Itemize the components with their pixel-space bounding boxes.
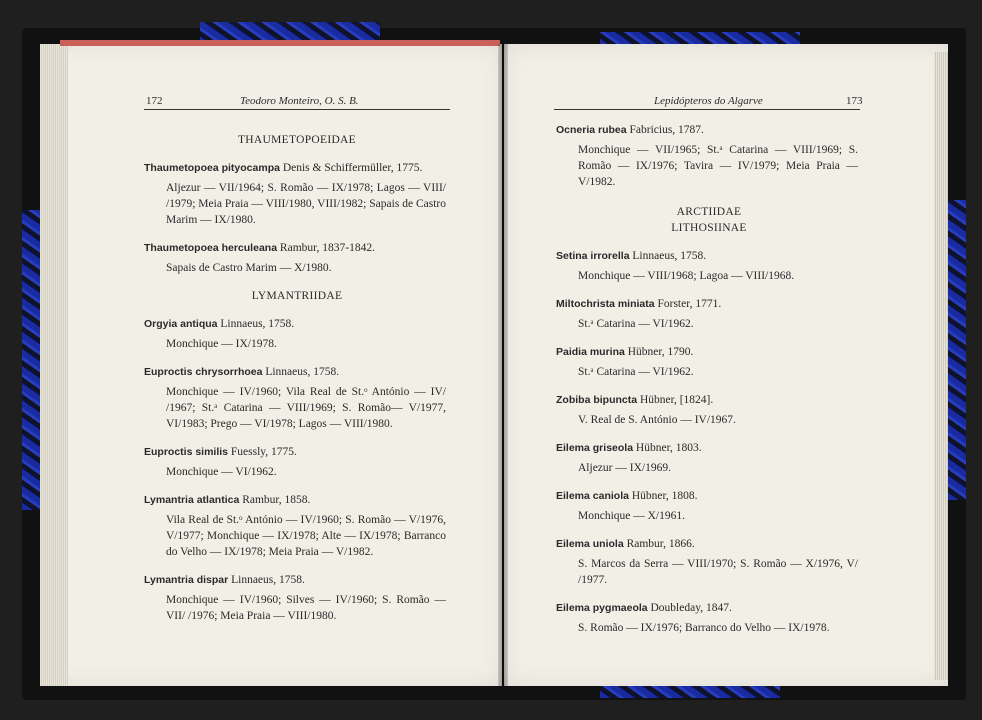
species-author: Hübner, 1803.: [635, 442, 702, 454]
species-name: Paidia murina: [556, 346, 625, 358]
species-entry: [556, 536, 862, 588]
species-entry: [144, 316, 450, 352]
species-records: Monchique — VI/1962.: [166, 466, 277, 478]
species-entry: [144, 492, 450, 560]
species-entry: [144, 444, 450, 480]
species-records: Vila Real de St.ᵒ António — IV/1960; S. Romão — V/1976, V/1977; Monchique — IX/1978; Alte — IX/1978; Barranco do Velho — IX/1978; Meia Praia — V/1982.: [166, 514, 446, 558]
species-name: Eilema uniola: [556, 538, 624, 550]
species-records: Aljezur — IX/1969.: [578, 462, 671, 474]
species-entry: [556, 600, 862, 636]
left-page-number: 172: [146, 95, 163, 107]
species-records: Monchique — IV/1960; Vila Real de St.ᵒ António — IV/ /1967; St.ᵃ Catarina — VIII/1969; S. Romão— V/1977, VI/1983; Prego — VI/1978; Lagos — VIII/1980.: [166, 386, 446, 430]
book-gutter: [498, 44, 508, 686]
left-header-rule: [144, 109, 450, 110]
species-name: Thaumetopoea herculeana: [144, 242, 278, 254]
species-entry: [556, 344, 862, 380]
species-name: Zobiba bipuncta: [556, 394, 638, 406]
species-records: S. Marcos da Serra — VIII/1970; S. Romão — X/1976, V/ /1977.: [578, 558, 858, 586]
species-entry: [556, 440, 862, 476]
species-records: V. Real de S. António — IV/1967.: [578, 414, 736, 426]
species-name: Euproctis similis: [144, 446, 229, 458]
species-name: Miltochrista miniata: [556, 298, 655, 310]
species-records: Monchique — VIII/1968; Lagoa — VIII/1968.: [578, 270, 795, 282]
species-records: Monchique — IV/1960; Silves — IV/1960; S. Romão — VII/ /1976; Meia Praia — VIII/1980.: [166, 594, 446, 622]
species-author: Forster, 1771.: [657, 298, 722, 310]
right-page-number: 173: [846, 95, 863, 107]
species-author: Rambur, 1837-1842.: [279, 242, 375, 254]
species-entry: [556, 122, 862, 190]
species-entry: [144, 364, 450, 432]
family-heading: LYMANTRIIDAE: [251, 290, 343, 302]
species-records: S. Romão — IX/1976; Barranco do Velho — IX/1978.: [578, 622, 830, 634]
species-name: Thaumetopoea pityocampa: [144, 162, 280, 174]
species-entry: [556, 296, 862, 332]
species-records: Monchique — IX/1978.: [166, 338, 277, 350]
marbled-endpaper-left: [22, 210, 40, 510]
species-name: Euproctis chrysorrhoea: [144, 366, 263, 378]
species-name: Lymantria atlantica: [144, 494, 240, 506]
species-records: St.ᵃ Catarina — VI/1962.: [578, 366, 694, 378]
species-author: Linnaeus, 1758.: [220, 318, 295, 330]
left-text-column: [144, 132, 450, 636]
species-author: Denis & Schiffermüller, 1775.: [282, 162, 423, 174]
left-running-head: Teodoro Monteiro, O. S. B.: [240, 95, 359, 107]
page-edges-left: [40, 44, 68, 686]
species-records: Monchique — VII/1965; St.ᵃ Catarina — VIII/1969; S. Romão — IX/1976; Tavira — IV/1979; Meia Praia — V/1982.: [578, 144, 858, 188]
species-author: Linnaeus, 1758.: [265, 366, 340, 378]
subfamily-heading: LITHOSIINAE: [671, 222, 747, 234]
species-records: Aljezur — VII/1964; S. Romão — IX/1978; Lagos — VIII/ /1979; Meia Praia — VIII/1980, VIII/1982; Sapais de Castro Marim — IX/1980.: [166, 182, 446, 226]
species-entry: [144, 160, 450, 228]
family-heading: THAUMETOPOEIDAE: [237, 134, 356, 146]
species-entry: [556, 248, 862, 284]
species-name: Orgyia antiqua: [144, 318, 218, 330]
species-author: Linnaeus, 1758.: [231, 574, 305, 586]
species-name: Eilema pygmaeola: [556, 602, 648, 614]
right-header-rule: [554, 109, 860, 110]
species-author: Fuessly, 1775.: [230, 446, 297, 458]
species-records: Sapais de Castro Marim — X/1980.: [166, 262, 332, 274]
species-entry: [144, 572, 450, 624]
species-name: Eilema caniola: [556, 490, 629, 502]
species-entry: [556, 488, 862, 524]
species-name: Ocneria rubea: [556, 124, 627, 136]
species-author: Doubleday, 1847.: [650, 602, 732, 614]
species-name: Lymantria dispar: [144, 574, 229, 586]
right-text-column: [556, 122, 862, 648]
red-top-edge: [60, 40, 500, 46]
marbled-endpaper-bottom: [600, 684, 780, 698]
species-name: Eilema griseola: [556, 442, 634, 454]
species-author: Hübner, [1824].: [639, 394, 714, 406]
species-records: St.ᵃ Catarina — VI/1962.: [578, 318, 694, 330]
species-author: Linnaeus, 1758.: [632, 250, 707, 262]
page-edges-right: [934, 52, 948, 680]
species-author: Hübner, 1790.: [627, 346, 694, 358]
species-entry: [144, 240, 450, 276]
species-author: Fabricius, 1787.: [629, 124, 704, 136]
species-author: Hübner, 1808.: [631, 490, 698, 502]
marbled-endpaper-right: [948, 200, 966, 500]
right-running-head: Lepidópteros do Algarve: [654, 95, 763, 107]
family-heading: ARCTIIDAE: [676, 206, 742, 218]
species-entry: [556, 392, 862, 428]
species-name: Setina irrorella: [556, 250, 630, 262]
species-author: Rambur, 1858.: [242, 494, 311, 506]
species-records: Monchique — X/1961.: [578, 510, 686, 522]
species-author: Rambur, 1866.: [626, 538, 695, 550]
